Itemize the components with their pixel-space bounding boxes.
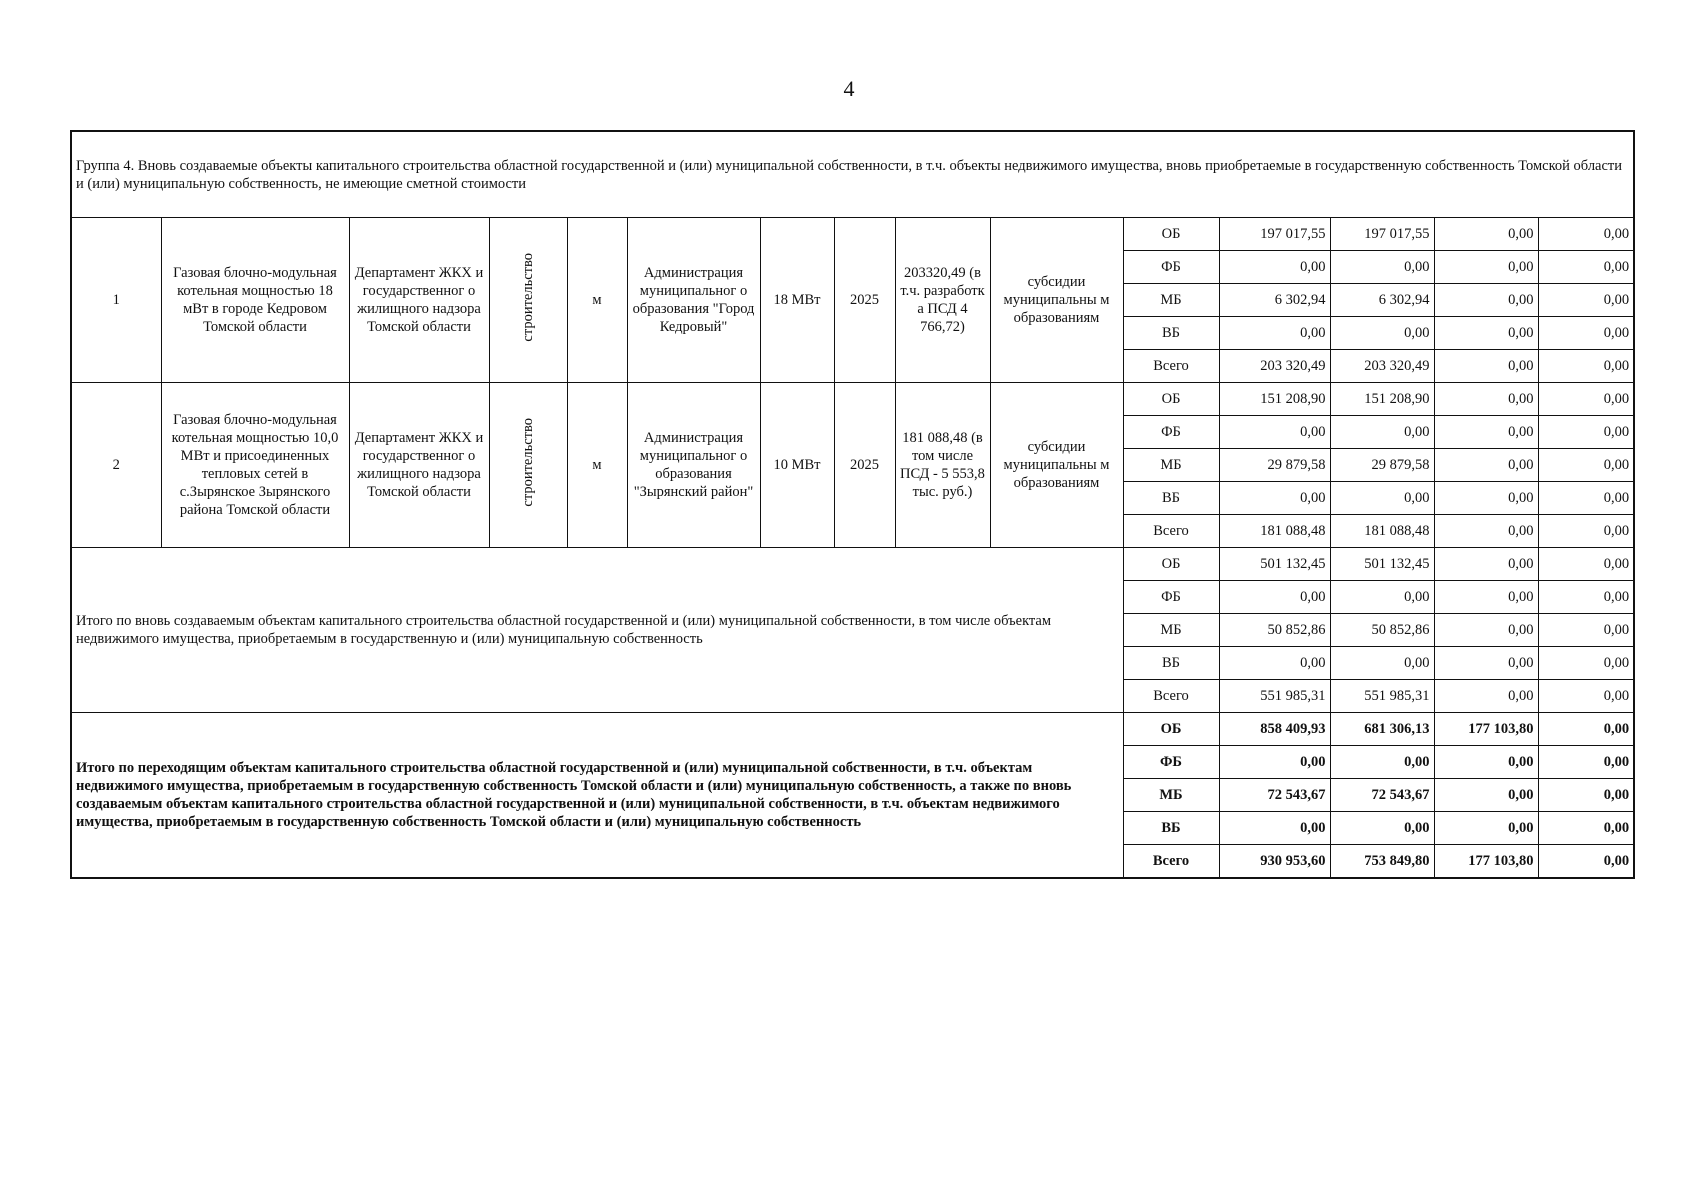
amount-cell: 181 088,48 [1219, 515, 1330, 548]
amount-cell: 0,00 [1219, 812, 1330, 845]
amount-cell: 72 543,67 [1219, 779, 1330, 812]
object-cost: 203320,49 (в т.ч. разработк а ПСД 4 766,72) [895, 218, 990, 383]
amount-cell: 0,00 [1434, 218, 1538, 251]
object-year: 2025 [834, 383, 895, 548]
total-label: Итого по переходящим объектам капитального строительства областной государственной и (или) муниципальной собственности, в т.ч. объектам недвижимого имущества, приобретаемым в государственную собственность Томской области и (или) муниципальную собственность, а также по вновь создаваемым объектам капитального строительства областной государственной и (или) муниципальной собственности, в т.ч. объектам недвижимого имущества, приобретаемым в государственную собственность Томской области и (или) муниципальную собственность [71, 713, 1123, 879]
amount-cell: 181 088,48 [1330, 515, 1434, 548]
amount-cell: 0,00 [1219, 251, 1330, 284]
object-customer: Департамент ЖКХ и государственног о жилищного надзора Томской области [349, 383, 489, 548]
budget-source: Всего [1123, 515, 1219, 548]
amount-cell: 0,00 [1434, 284, 1538, 317]
amount-cell: 0,00 [1434, 383, 1538, 416]
budget-source: ВБ [1123, 482, 1219, 515]
table-row [71, 218, 1634, 251]
amount-cell: 551 985,31 [1219, 680, 1330, 713]
amount-cell: 0,00 [1330, 416, 1434, 449]
budget-source: ФБ [1123, 581, 1219, 614]
amount-cell: 0,00 [1434, 317, 1538, 350]
amount-cell: 0,00 [1219, 482, 1330, 515]
object-cost: 181 088,48 (в том числе ПСД - 5 553,8 тыс. руб.) [895, 383, 990, 548]
amount-cell: 501 132,45 [1330, 548, 1434, 581]
budget-source: ВБ [1123, 812, 1219, 845]
amount-cell: 0,00 [1538, 284, 1634, 317]
total-row [71, 548, 1634, 581]
budget-source: ФБ [1123, 746, 1219, 779]
amount-cell: 177 103,80 [1434, 845, 1538, 879]
amount-cell: 0,00 [1538, 383, 1634, 416]
budget-source: ОБ [1123, 713, 1219, 746]
object-number: 1 [71, 218, 161, 383]
amount-cell: 177 103,80 [1434, 713, 1538, 746]
object-capacity: 18 МВт [760, 218, 834, 383]
object-number: 2 [71, 383, 161, 548]
budget-source: Всего [1123, 680, 1219, 713]
amount-cell: 0,00 [1538, 218, 1634, 251]
object-funding-form: субсидии муниципальны м образованиям [990, 218, 1123, 383]
amount-cell: 0,00 [1538, 548, 1634, 581]
amount-cell: 0,00 [1219, 416, 1330, 449]
object-code: м [567, 218, 627, 383]
amount-cell: 0,00 [1538, 581, 1634, 614]
amount-cell: 0,00 [1434, 614, 1538, 647]
object-work-type [489, 218, 567, 383]
total-label: Итого по вновь создаваемым объектам капитального строительства областной государственной и (или) муниципальной собственности, в том числе объектам недвижимого имущества, приобретаемым в государственную и (или) муниципальную собственность [71, 548, 1123, 713]
object-customer: Департамент ЖКХ и государственног о жилищного надзора Томской области [349, 218, 489, 383]
object-work-type-label: строительство [520, 418, 536, 507]
amount-cell: 0,00 [1538, 647, 1634, 680]
amount-cell: 0,00 [1219, 746, 1330, 779]
amount-cell: 0,00 [1538, 449, 1634, 482]
amount-cell: 0,00 [1538, 614, 1634, 647]
amount-cell: 0,00 [1538, 746, 1634, 779]
amount-cell: 72 543,67 [1330, 779, 1434, 812]
budget-source: ОБ [1123, 218, 1219, 251]
amount-cell: 29 879,58 [1330, 449, 1434, 482]
amount-cell: 0,00 [1330, 317, 1434, 350]
amount-cell: 0,00 [1434, 680, 1538, 713]
object-year: 2025 [834, 218, 895, 383]
amount-cell: 0,00 [1219, 581, 1330, 614]
amount-cell: 0,00 [1434, 515, 1538, 548]
amount-cell: 203 320,49 [1219, 350, 1330, 383]
amount-cell: 197 017,55 [1219, 218, 1330, 251]
budget-table [70, 130, 1635, 879]
object-code: м [567, 383, 627, 548]
object-name: Газовая блочно-модульная котельная мощностью 18 мВт в городе Кедровом Томской области [161, 218, 349, 383]
amount-cell: 0,00 [1330, 746, 1434, 779]
object-funding-form: субсидии муниципальны м образованиям [990, 383, 1123, 548]
amount-cell: 0,00 [1434, 812, 1538, 845]
amount-cell: 0,00 [1434, 251, 1538, 284]
amount-cell: 0,00 [1538, 680, 1634, 713]
table-row [71, 383, 1634, 416]
page-number: 4 [843, 76, 855, 101]
amount-cell: 0,00 [1434, 449, 1538, 482]
amount-cell: 0,00 [1434, 482, 1538, 515]
amount-cell: 197 017,55 [1330, 218, 1434, 251]
amount-cell: 0,00 [1538, 515, 1634, 548]
amount-cell: 0,00 [1434, 647, 1538, 680]
budget-source: ОБ [1123, 383, 1219, 416]
amount-cell: 203 320,49 [1330, 350, 1434, 383]
amount-cell: 50 852,86 [1330, 614, 1434, 647]
amount-cell: 0,00 [1434, 746, 1538, 779]
amount-cell: 151 208,90 [1330, 383, 1434, 416]
object-work-type-label: строительство [520, 253, 536, 342]
budget-source: ОБ [1123, 548, 1219, 581]
amount-cell: 0,00 [1538, 779, 1634, 812]
total-row [71, 713, 1634, 746]
amount-cell: 151 208,90 [1219, 383, 1330, 416]
budget-source: МБ [1123, 779, 1219, 812]
amount-cell: 681 306,13 [1330, 713, 1434, 746]
amount-cell: 0,00 [1538, 482, 1634, 515]
group-title: Группа 4. Вновь создаваемые объекты капитального строительства областной государственной и (или) муниципальной собственности, в т.ч. объекты недвижимого имущества, вновь приобретаемые в государственную собственность Томской области и (или) муниципальную собственность, не имеющие сметной стоимости [71, 131, 1634, 218]
amount-cell: 0,00 [1538, 350, 1634, 383]
budget-source: МБ [1123, 614, 1219, 647]
amount-cell: 0,00 [1330, 647, 1434, 680]
object-recipient: Администрация муниципальног о образования "Зырянский район" [627, 383, 760, 548]
object-capacity: 10 МВт [760, 383, 834, 548]
object-work-type [489, 383, 567, 548]
budget-source: ВБ [1123, 647, 1219, 680]
amount-cell: 0,00 [1538, 317, 1634, 350]
object-recipient: Администрация муниципальног о образования "Город Кедровый" [627, 218, 760, 383]
amount-cell: 0,00 [1434, 548, 1538, 581]
amount-cell: 0,00 [1219, 317, 1330, 350]
amount-cell: 0,00 [1219, 647, 1330, 680]
amount-cell: 551 985,31 [1330, 680, 1434, 713]
amount-cell: 50 852,86 [1219, 614, 1330, 647]
amount-cell: 501 132,45 [1219, 548, 1330, 581]
amount-cell: 0,00 [1434, 350, 1538, 383]
budget-source: Всего [1123, 845, 1219, 879]
amount-cell: 0,00 [1330, 251, 1434, 284]
object-name: Газовая блочно-модульная котельная мощностью 10,0 МВт и присоединенных тепловых сетей в с.Зырянское Зырянского района Томской области [161, 383, 349, 548]
amount-cell: 0,00 [1538, 845, 1634, 879]
amount-cell: 858 409,93 [1219, 713, 1330, 746]
budget-source: ВБ [1123, 317, 1219, 350]
amount-cell: 0,00 [1330, 482, 1434, 515]
amount-cell: 0,00 [1538, 416, 1634, 449]
amount-cell: 753 849,80 [1330, 845, 1434, 879]
amount-cell: 6 302,94 [1330, 284, 1434, 317]
amount-cell: 0,00 [1330, 581, 1434, 614]
budget-source: ФБ [1123, 416, 1219, 449]
amount-cell: 930 953,60 [1219, 845, 1330, 879]
budget-source: Всего [1123, 350, 1219, 383]
amount-cell: 0,00 [1434, 779, 1538, 812]
amount-cell: 0,00 [1538, 713, 1634, 746]
amount-cell: 0,00 [1330, 812, 1434, 845]
amount-cell: 0,00 [1538, 251, 1634, 284]
budget-source: МБ [1123, 449, 1219, 482]
amount-cell: 0,00 [1538, 812, 1634, 845]
amount-cell: 0,00 [1434, 416, 1538, 449]
amount-cell: 29 879,58 [1219, 449, 1330, 482]
budget-source: МБ [1123, 284, 1219, 317]
budget-source: ФБ [1123, 251, 1219, 284]
amount-cell: 6 302,94 [1219, 284, 1330, 317]
amount-cell: 0,00 [1434, 581, 1538, 614]
